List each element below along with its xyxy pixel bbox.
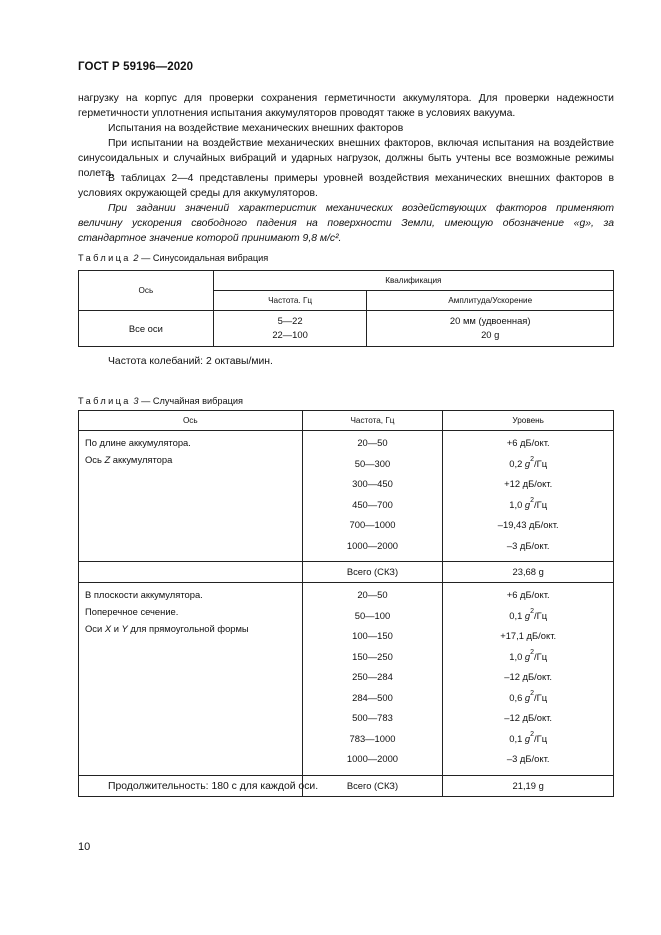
table3-group1-axis-line: Ось Z аккумулятора — [85, 454, 173, 465]
table-random-vibration — [78, 410, 614, 797]
page-number: 10 — [78, 841, 91, 853]
table3-header-level: Уровень — [443, 411, 614, 431]
table3-level-value: +6 дБ/окт. — [506, 437, 550, 448]
table3-group1-total-value: 23,68 g — [443, 562, 614, 583]
table3-level-value: –3 дБ/окт. — [506, 753, 550, 764]
table2-caption-title: — Синусоидальная вибрация — [141, 253, 269, 263]
paragraph-mechanical-heading: Испытания на воздействие механических внешних факторов — [108, 123, 404, 134]
table2-frequency-value: 22—100 — [272, 329, 308, 340]
paragraph-vacuum: нагрузку на корпус для проверки сохранения герметичности аккумулятора. Для проверки надежности герметичности уплотнения испытания аккумуляторов проводят также в условиях вакуума. — [78, 93, 614, 120]
paragraph-mechanical-tests: При испытании на воздействие механических внешних факторов, включая испытания на воздействие синусоидальных и случайных вибраций и ударных нагрузок, должны быть учтены все возможные режимы полета. — [78, 138, 614, 180]
table3-caption-number: 3 — [133, 396, 139, 406]
table3-caption — [78, 396, 243, 406]
table3-group2-axis-line: Поперечное сечение. — [85, 606, 179, 617]
table-sinusoidal-vibration — [78, 270, 614, 347]
table3-frequency-value: 100—150 — [352, 630, 393, 641]
table3-group1-axis-line: По длине аккумулятора. — [85, 437, 191, 448]
table2-caption-number: 2 — [133, 253, 139, 263]
table2-frequency-value: 5—22 — [277, 315, 303, 326]
table2-header-axis: Ось — [79, 271, 214, 311]
table3-frequency-value: 150—250 — [352, 650, 393, 662]
table3-group2-level — [443, 583, 614, 776]
table2-amplitude-value: 20 мм (удвоенная) — [449, 315, 531, 326]
table3-group1-frequency — [302, 431, 443, 562]
paragraph-tables-reference: В таблицах 2—4 представлены примеры уровней воздействия механических внешних факторов в условиях окружающей среды для аккумуляторов. — [78, 173, 614, 200]
table3-group1-level — [443, 431, 614, 562]
table3-caption-title: — Случайная вибрация — [141, 396, 244, 406]
table2-amplitude-value: 20 g — [481, 329, 500, 340]
table3-level-value: –3 дБ/окт. — [506, 539, 550, 551]
table3-level-value: +17,1 дБ/окт. — [500, 630, 557, 641]
document-header: ГОСТ Р 59196—2020 — [78, 61, 194, 73]
table2-header-qualification: Квалификация — [213, 271, 613, 291]
table2-amplitude-cell — [367, 311, 614, 347]
table3-group2-total-label: Всего (СКЗ) — [302, 775, 443, 796]
paragraph-gravity-note: При задании значений характеристик механических воздействующих факторов применяют величину ускорения свободного падения на поверхности Земли, имеющую обозначение «g», за стандартное значение которой принимают 9,8 м/с². — [78, 203, 614, 245]
table2-note: Частота колебаний: 2 октавы/мин. — [108, 356, 273, 367]
table3-frequency-value: 700—1000 — [349, 519, 396, 530]
table3-level-value: 0,2 $g^2/Гц$ — [509, 456, 548, 469]
table3-level-value: 1,0 $g^2/Гц$ — [509, 649, 548, 662]
table3-frequency-value: 1000—2000 — [346, 753, 399, 764]
table3-group1-total-label: Всего (СКЗ) — [302, 562, 443, 583]
table3-level-value: 0,6 $g^2/Гц$ — [509, 690, 548, 703]
table3-level-value: 1,0 $g^2/Гц$ — [509, 497, 548, 510]
table3-group1-total-spacer — [79, 562, 303, 583]
table3-frequency-value: 450—700 — [352, 498, 393, 510]
table3-frequency-value: 284—500 — [352, 691, 393, 703]
table3-level-value: 0,1 $g^2/Гц$ — [509, 608, 548, 621]
table3-frequency-value: 1000—2000 — [346, 539, 399, 551]
table3-group2-axis-line: Оси X и Y для прямоугольной формы — [85, 623, 249, 634]
table2-frequency-cell — [213, 311, 367, 347]
table3-group2-total-value: 21,19 g — [443, 775, 614, 796]
table2-header-amplitude: Амплитуда/Ускорение — [367, 291, 614, 311]
table3-frequency-value: 50—300 — [354, 457, 391, 469]
table3-header-axis: Ось — [79, 411, 303, 431]
table3-level-value: +12 дБ/окт. — [504, 478, 553, 489]
table3-level-value: 0,1 $g^2/Гц$ — [509, 731, 548, 744]
table3-frequency-value: 250—284 — [352, 671, 393, 682]
table2-axis-cell: Все оси — [79, 311, 214, 347]
table3-frequency-value: 300—450 — [352, 478, 393, 489]
table3-frequency-value: 20—50 — [357, 589, 388, 600]
table3-frequency-value: 783—1000 — [349, 732, 396, 744]
table3-group2-frequency — [302, 583, 443, 776]
table2-header-frequency: Частота. Гц — [213, 291, 367, 311]
table3-frequency-value: 500—783 — [352, 712, 393, 723]
table3-level-value: –19,43 дБ/окт. — [497, 519, 559, 530]
table3-caption-word: Таблица — [78, 396, 131, 406]
table3-group2-axis-line: В плоскости аккумулятора. — [85, 589, 203, 600]
table3-group2-axis — [79, 583, 303, 776]
table3-frequency-value: 20—50 — [357, 437, 388, 448]
table2-caption — [78, 253, 268, 263]
table3-note: Продолжительность: 180 с для каждой оси. — [108, 781, 319, 792]
table3-level-value: +6 дБ/окт. — [506, 589, 550, 600]
table3-frequency-value: 50—100 — [354, 609, 391, 621]
table3-group1-axis — [79, 431, 303, 562]
table2-caption-word: Таблица — [78, 253, 131, 263]
table3-level-value: –12 дБ/окт. — [504, 712, 553, 723]
table3-header-frequency: Частота, Гц — [302, 411, 443, 431]
table3-level-value: –12 дБ/окт. — [504, 671, 553, 682]
